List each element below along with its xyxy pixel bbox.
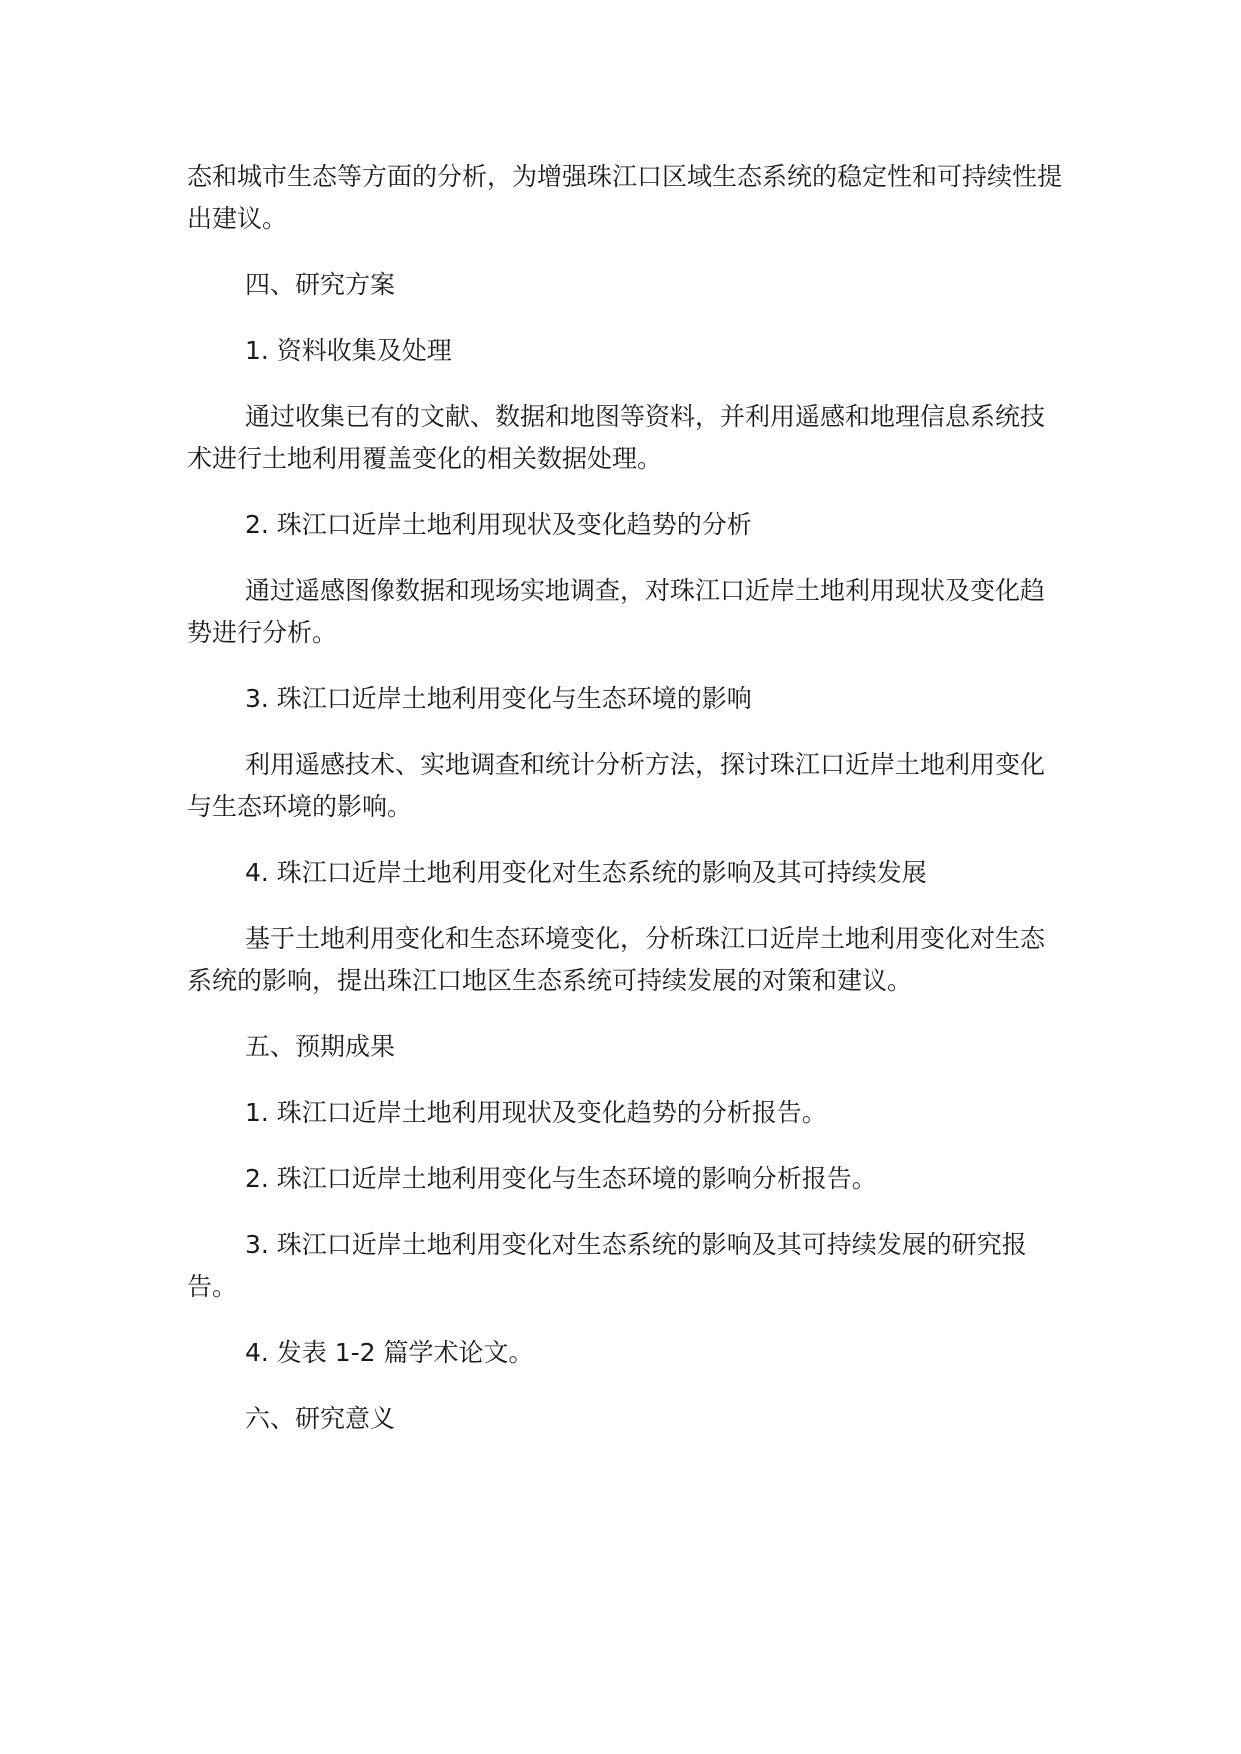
document-body (187, 156, 1067, 1464)
paragraph-land-use-status: 通过遥感图像数据和现场实地调查，对珠江口近岸土地利用现状及变化趋势进行分析。 (187, 576, 1046, 647)
paragraph-continuation: 态和城市生态等方面的分析，为增强珠江口区域生态系统的稳定性和可持续性提出建议。 (187, 162, 1063, 233)
subheading-data-collection: 1. 资料收集及处理 (245, 336, 452, 365)
subheading-eco-environment-impact: 3. 珠江口近岸土地利用变化与生态环境的影响 (245, 684, 752, 713)
paragraph-ecosystem-sustainability: 基于土地利用变化和生态环境变化，分析珠江口近岸土地利用变化对生态系统的影响，提出珠江口地区生态系统可持续发展的对策和建议。 (187, 924, 1046, 995)
list-item-result-4: 4. 发表 1-2 篇学术论文。 (245, 1338, 534, 1367)
section-heading-research-significance: 六、研究意义 (245, 1404, 396, 1433)
subheading-ecosystem-sustainability: 4. 珠江口近岸土地利用变化对生态系统的影响及其可持续发展 (245, 858, 927, 887)
list-item-result-2: 2. 珠江口近岸土地利用变化与生态环境的影响分析报告。 (245, 1164, 877, 1193)
paragraph-data-collection: 通过收集已有的文献、数据和地图等资料，并利用遥感和地理信息系统技术进行土地利用覆盖变化的相关数据处理。 (187, 402, 1046, 473)
subheading-land-use-status: 2. 珠江口近岸土地利用现状及变化趋势的分析 (245, 510, 752, 539)
paragraph-eco-environment-impact: 利用遥感技术、实地调查和统计分析方法，探讨珠江口近岸土地利用变化与生态环境的影响。 (187, 750, 1046, 821)
section-heading-research-plan: 四、研究方案 (245, 270, 396, 299)
list-item-result-1: 1. 珠江口近岸土地利用现状及变化趋势的分析报告。 (245, 1098, 827, 1127)
list-item-result-3: 3. 珠江口近岸土地利用变化对生态系统的影响及其可持续发展的研究报告。 (187, 1230, 1027, 1301)
section-heading-expected-results: 五、预期成果 (245, 1032, 396, 1061)
